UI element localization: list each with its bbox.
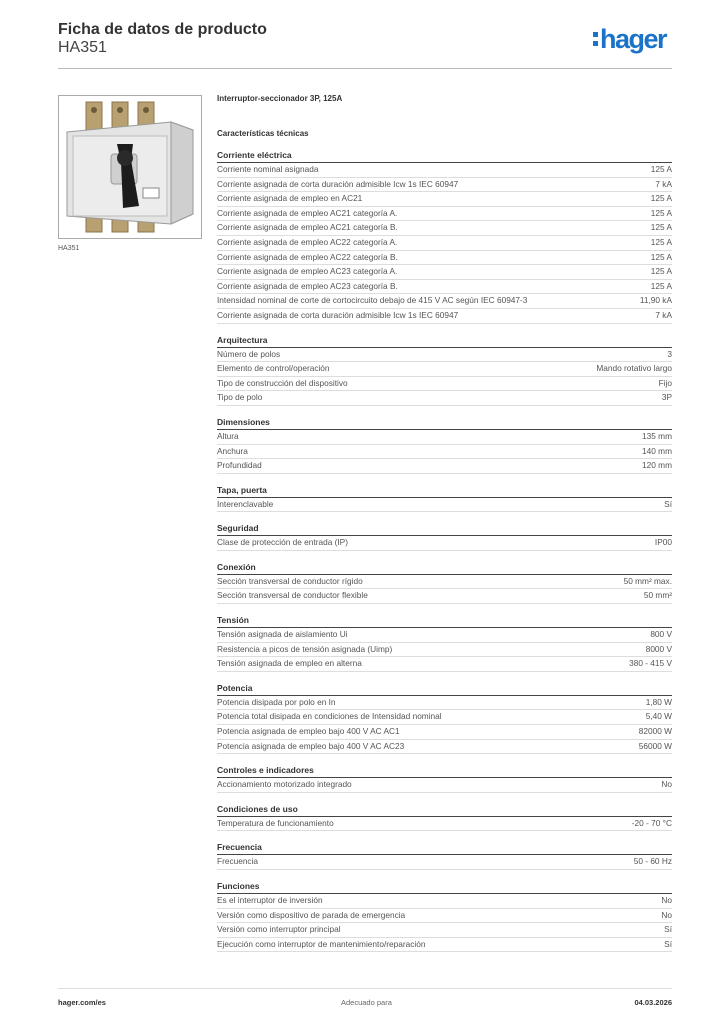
footer-suitable-for: Adecuado para	[341, 998, 392, 1007]
spec-label: Temperatura de funcionamiento	[217, 817, 334, 828]
spec-row	[217, 348, 672, 363]
spec-value: 140 mm	[642, 445, 672, 456]
spec-label: Corriente asignada de empleo AC21 categoría A.	[217, 207, 398, 218]
spec-row	[217, 309, 672, 324]
spec-value: 125 A	[650, 193, 672, 204]
spec-row	[217, 498, 672, 513]
section-title: Funciones	[217, 879, 672, 894]
switch-disconnector-image	[59, 96, 201, 238]
spec-value: 7 kA	[655, 309, 672, 320]
spec-section	[217, 333, 672, 406]
section-title: Arquitectura	[217, 333, 672, 348]
product-photo	[58, 95, 202, 239]
spec-row	[217, 178, 672, 193]
spec-row	[217, 657, 672, 672]
spec-row	[217, 236, 672, 251]
spec-value: 125 A	[650, 236, 672, 247]
spec-row	[217, 163, 672, 178]
product-name: Interruptor-seccionador 3P, 125A	[217, 94, 343, 103]
product-code: HA351	[58, 39, 107, 56]
spec-label: Potencia asignada de empleo bajo 400 V AC AC1	[217, 726, 400, 737]
spec-row	[217, 740, 672, 755]
spec-label: Sección transversal de conductor flexible	[217, 590, 368, 601]
spec-label: Tensión asignada de empleo en alterna	[217, 658, 362, 669]
spec-section	[217, 840, 672, 870]
spec-section	[217, 560, 672, 604]
spec-value: 135 mm	[642, 430, 672, 441]
spec-label: Anchura	[217, 445, 248, 456]
photo-caption: HA351	[58, 245, 80, 252]
logo-colon-icon	[593, 32, 598, 50]
spec-section	[217, 483, 672, 513]
spec-row	[217, 643, 672, 658]
page-title: Ficha de datos de producto	[58, 21, 267, 38]
spec-row	[217, 207, 672, 222]
spec-value: 120 mm	[642, 460, 672, 471]
spec-value: 11,90 kA	[639, 295, 672, 306]
spec-row	[217, 251, 672, 266]
spec-row	[217, 459, 672, 474]
spec-label: Resistencia a picos de tensión asignada (Uimp)	[217, 643, 393, 654]
spec-label: Número de polos	[217, 348, 281, 359]
spec-label: Corriente asignada de empleo AC22 categoría B.	[217, 251, 398, 262]
spec-label: Es el interruptor de inversión	[217, 895, 323, 905]
spec-label: Potencia total disipada en condiciones de Intensidad nominal	[217, 711, 442, 722]
spec-label: Corriente asignada de empleo en AC21	[217, 193, 363, 204]
spec-value: Sí	[664, 924, 672, 935]
spec-row	[217, 696, 672, 711]
spec-row	[217, 192, 672, 207]
spec-label: Accionamiento motorizado integrado	[217, 779, 352, 790]
spec-value: 125 A	[650, 266, 672, 277]
spec-label: Corriente asignada de empleo AC21 categoría B.	[217, 222, 398, 233]
spec-label: Versión como interruptor principal	[217, 924, 341, 935]
section-title: Tapa, puerta	[217, 483, 672, 498]
hager-logo[interactable]	[593, 26, 666, 53]
spec-value: Sí	[664, 938, 672, 949]
spec-value: 3P	[661, 392, 672, 403]
spec-row	[217, 938, 672, 953]
spec-row	[217, 430, 672, 445]
spec-row	[217, 725, 672, 740]
spec-value: 125 A	[650, 222, 672, 233]
spec-label: Clase de protección de entrada (IP)	[217, 537, 348, 548]
spec-row	[217, 894, 672, 909]
spec-value: 50 mm² max.	[623, 575, 672, 586]
spec-row	[217, 817, 672, 832]
spec-section	[217, 802, 672, 832]
section-title: Dimensiones	[217, 415, 672, 430]
spec-label: Intensidad nominal de corte de cortocircuito debajo de 415 V AC según IEC 60947-3	[217, 295, 528, 306]
spec-row	[217, 280, 672, 295]
spec-value: Sí	[664, 498, 672, 509]
spec-row	[217, 221, 672, 236]
spec-section	[217, 681, 672, 754]
spec-label: Corriente asignada de corta duración admisible Icw 1s IEC 60947	[217, 178, 459, 189]
spec-value: Mando rotativo largo	[596, 363, 672, 374]
spec-value: 8000 V	[645, 643, 672, 654]
spec-value: IP00	[654, 537, 672, 548]
spec-row	[217, 445, 672, 460]
spec-row	[217, 265, 672, 280]
spec-value: -20 - 70 °C	[631, 817, 672, 828]
spec-value: 380 - 415 V	[629, 658, 672, 669]
spec-value: No	[661, 895, 672, 905]
spec-label: Elemento de control/operación	[217, 363, 330, 374]
spec-row	[217, 909, 672, 924]
footer-website-link[interactable]: hager.com/es	[58, 998, 106, 1007]
spec-value: 50 mm²	[643, 590, 672, 601]
spec-section	[217, 148, 672, 324]
spec-value: 5,40 W	[645, 711, 672, 722]
spec-value: 50 - 60 Hz	[633, 856, 672, 867]
section-title: Condiciones de uso	[217, 802, 672, 817]
footer-divider	[58, 988, 672, 989]
spec-row	[217, 710, 672, 725]
section-title: Tensión	[217, 613, 672, 628]
tech-heading: Características técnicas	[217, 129, 309, 138]
spec-value: 7 kA	[655, 178, 672, 189]
spec-row	[217, 628, 672, 643]
spec-label: Versión como dispositivo de parada de emergencia	[217, 909, 406, 920]
logo-text: hager	[600, 24, 667, 54]
section-title: Conexión	[217, 560, 672, 575]
spec-value: 125 A	[650, 207, 672, 218]
section-title: Controles e indicadores	[217, 763, 672, 778]
spec-label: Interenclavable	[217, 498, 274, 509]
header-divider	[58, 68, 672, 69]
spec-value: Fijo	[658, 377, 672, 388]
spec-label: Tensión asignada de aislamiento Ui	[217, 629, 348, 640]
spec-content	[217, 92, 672, 961]
spec-label: Corriente asignada de empleo AC23 categoría B.	[217, 280, 398, 291]
spec-value: 82000 W	[638, 726, 672, 737]
spec-label: Corriente asignada de empleo AC22 categoría A.	[217, 236, 398, 247]
spec-value: 800 V	[650, 629, 672, 640]
section-title: Seguridad	[217, 521, 672, 536]
footer-date: 04.03.2026	[634, 998, 672, 1007]
spec-value: 125 A	[650, 251, 672, 262]
spec-label: Corriente asignada de corta duración admisible Icw 1s IEC 60947	[217, 309, 459, 320]
spec-value: No	[661, 909, 672, 920]
spec-value: No	[661, 779, 672, 790]
spec-label: Corriente asignada de empleo AC23 categoría A.	[217, 266, 398, 277]
spec-row	[217, 575, 672, 590]
section-title: Corriente eléctrica	[217, 148, 672, 163]
section-title: Potencia	[217, 681, 672, 696]
spec-row	[217, 294, 672, 309]
spec-row	[217, 377, 672, 392]
spec-value: 56000 W	[638, 740, 672, 751]
spec-label: Ejecución como interruptor de mantenimiento/reparación	[217, 938, 426, 949]
spec-section	[217, 521, 672, 551]
spec-sections	[217, 148, 672, 952]
spec-label: Frecuencia	[217, 856, 259, 867]
spec-row	[217, 391, 672, 406]
spec-label: Profundidad	[217, 460, 262, 471]
spec-row	[217, 536, 672, 551]
spec-section	[217, 415, 672, 474]
spec-label: Corriente nominal asignada	[217, 164, 319, 174]
spec-label: Potencia asignada de empleo bajo 400 V AC AC23	[217, 740, 405, 751]
spec-row	[217, 778, 672, 793]
spec-label: Sección transversal de conductor rígido	[217, 575, 363, 586]
spec-row	[217, 362, 672, 377]
spec-label: Altura	[217, 430, 239, 441]
spec-row	[217, 855, 672, 870]
spec-section	[217, 763, 672, 793]
spec-section	[217, 613, 672, 672]
spec-value: 1,80 W	[645, 696, 672, 707]
spec-value: 125 A	[650, 280, 672, 291]
spec-row	[217, 589, 672, 604]
spec-label: Tipo de construcción del dispositivo	[217, 377, 348, 388]
spec-label: Potencia disipada por polo en In	[217, 696, 336, 707]
spec-label: Tipo de polo	[217, 392, 263, 403]
spec-row	[217, 923, 672, 938]
section-title: Frecuencia	[217, 840, 672, 855]
spec-value: 3	[667, 348, 672, 359]
spec-value: 125 A	[650, 164, 672, 174]
spec-section	[217, 879, 672, 952]
